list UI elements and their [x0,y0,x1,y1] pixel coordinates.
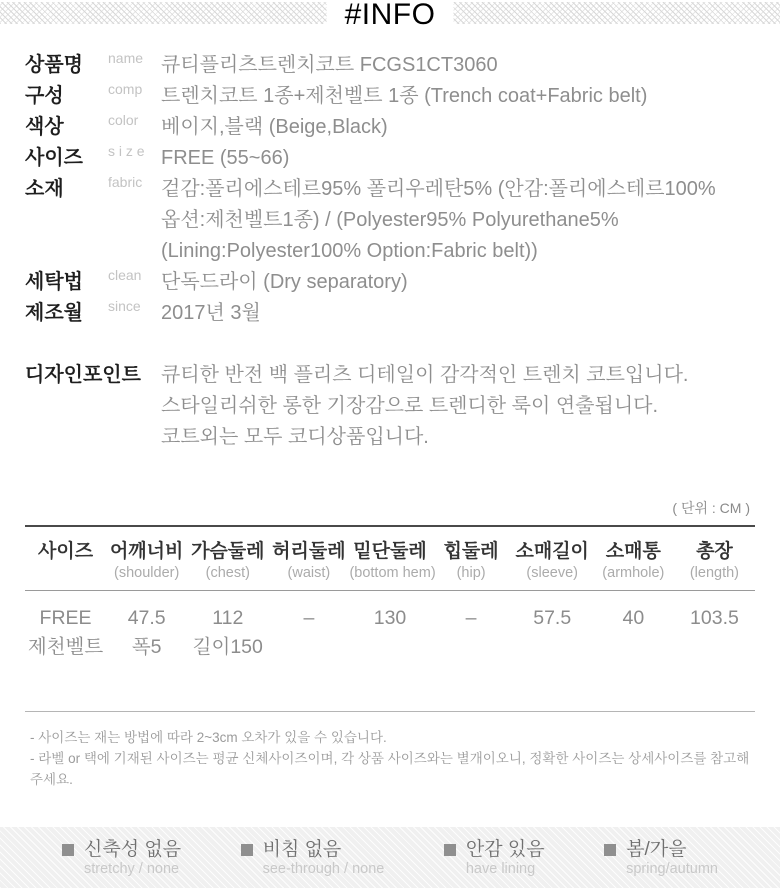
size-table-data-row [25,591,755,664]
size-table-wrap [25,525,755,712]
feature-sublabel: spring/autumn [626,860,718,877]
feature-stretch [62,839,181,877]
col-chest: 가슴둘레 (chest) [187,526,268,591]
field-value: 베이지,블랙 (Beige,Black) [161,116,388,138]
field-sublabel: comp [108,81,143,97]
field-value: 2017년 3월 [161,302,261,324]
col-bottom-hem: 밑단둘레 (bottom hem) [349,526,430,591]
design-point-text: 큐티한 반전 백 플리츠 디테일이 감각적인 트렌치 코트입니다. 스타일리쉬한 롱한 기장감으로 트렌디한 룩이 연출됩니다. 코트외는 모두 코디상품입니다. [161,364,689,448]
col-sleeve: 소매길이 (sleeve) [512,526,593,591]
info-row-name [25,50,755,81]
feature-season [604,839,718,877]
col-waist: 허리둘레 (waist) [268,526,349,591]
design-point-section [25,360,755,453]
feature-sublabel: see-through / none [262,860,385,877]
field-value: FREE (55~66) [161,147,290,169]
unit-note: ( 단위 : CM ) [672,500,750,516]
size-table [25,525,755,663]
square-bullet-icon [62,844,74,856]
field-label: 소재 [25,178,64,200]
cell-bottom-hem: 130 [373,607,407,629]
info-row-fabric [25,174,755,267]
field-sublabel: since [108,298,141,314]
size-table-header-row [25,526,755,591]
field-label: 구성 [25,85,64,107]
field-value: 겉감:폴리에스테르95% 폴리우레탄5% (안감:폴리에스테르100% 옵션:제천벨트1종) / (Polyester95% Polyurethane5% (Lining:Polyester100% Option:Fabric belt)) [161,178,716,262]
note-line: - 라벨 or 택에 기재된 사이즈는 평균 신체사이즈이며, 각 상품 사이즈와는 별개이오니, 정확한 사이즈는 상세사이즈를 참고해주세요. [30,751,750,787]
info-header-band [0,0,780,31]
field-value: 단독드라이 (Dry separatory) [161,271,408,293]
cell-waist: – [303,607,315,629]
info-row-clean [25,267,755,298]
field-label: 제조월 [25,302,83,324]
feature-bar [0,827,780,888]
feature-label: 안감 있음 [465,838,545,860]
field-sublabel: clean [108,267,142,283]
product-info-list [25,50,755,329]
square-bullet-icon [444,844,456,856]
cell-shoulder: 47.5 폭5 [127,607,166,658]
field-value: 큐티플리츠트렌치코트 FCGS1CT3060 [161,54,498,76]
feature-label: 비침 없음 [262,838,342,860]
cell-sleeve: 57.5 [533,607,572,629]
info-row-since [25,298,755,329]
col-shoulder: 어깨너비 (shoulder) [106,526,187,591]
field-label: 세탁법 [25,271,83,293]
cell-size: FREE 제천벨트 [27,607,104,658]
field-sublabel: fabric [108,174,143,190]
feature-see-through [241,839,385,877]
field-label: 색상 [25,116,64,138]
cell-chest: 112 길이150 [192,607,263,658]
field-value: 트렌치코트 1종+제천벨트 1종 (Trench coat+Fabric belt) [161,85,648,107]
col-hip: 힙둘레 (hip) [431,526,512,591]
cell-hip: – [465,607,477,629]
note-line: - 사이즈는 재는 방법에 따라 2~3cm 오차가 있을 수 있습니다. [30,730,387,745]
col-armhole: 소매통 (armhole) [593,526,674,591]
field-label: 상품명 [25,54,83,76]
info-row-size [25,143,755,174]
page-title: #INFO [327,0,454,32]
col-length: 총장 (length) [674,526,755,591]
feature-label: 신축성 없음 [84,838,182,860]
info-row-color [25,112,755,143]
feature-sublabel: have lining [465,860,536,877]
feature-lining [444,839,545,877]
info-row-comp [25,81,755,112]
col-size: 사이즈 [25,526,106,591]
field-sublabel: s i z e [108,143,145,159]
feature-label: 봄/가을 [626,838,687,860]
square-bullet-icon [241,844,253,856]
feature-sublabel: stretchy / none [84,860,180,877]
square-bullet-icon [604,844,616,856]
field-label: 사이즈 [25,147,83,169]
field-sublabel: name [108,50,144,66]
cell-armhole: 40 [622,607,645,629]
design-point-label: 디자인포인트 [25,364,141,386]
size-notes [30,727,755,790]
field-sublabel: color [108,112,139,128]
cell-length: 103.5 [690,607,739,629]
